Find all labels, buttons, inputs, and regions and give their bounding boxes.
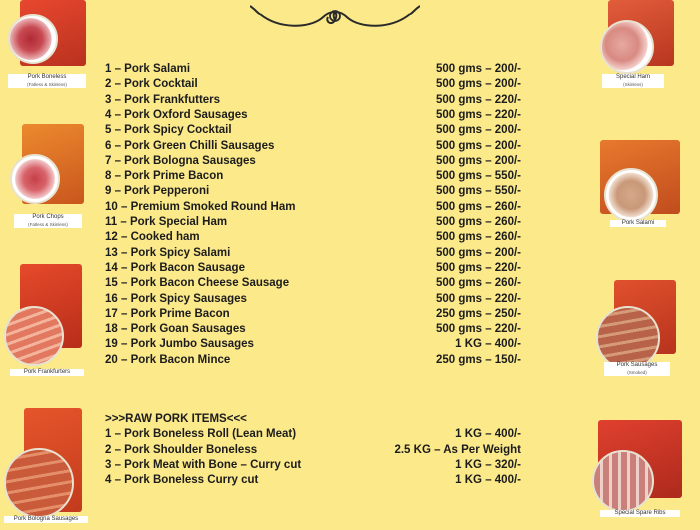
sausages-image (596, 306, 660, 370)
pork-meat-image (8, 14, 58, 64)
item-price: 1 KG – 400/- (455, 474, 521, 487)
item-name: 8 – Pork Prime Bacon (105, 170, 224, 183)
ornament-flourish-icon (250, 0, 420, 32)
item-name: 16 – Pork Spicy Sausages (105, 292, 247, 305)
caption-spare-ribs: Special Spare Ribs (600, 510, 680, 517)
salami-image (604, 168, 658, 222)
list-item (105, 428, 521, 443)
raw-pork-list (105, 413, 521, 493)
item-name: 9 – Pork Pepperoni (105, 185, 210, 198)
list-item (105, 216, 521, 231)
product-card-pork-salami (596, 140, 688, 236)
item-name: 1 – Pork Salami (105, 63, 191, 75)
list-item (105, 124, 521, 139)
item-price: 500 gms – 220/- (435, 93, 521, 106)
list-item (105, 277, 521, 292)
list-item (105, 109, 521, 124)
caption-special-ham: Special Ham (Skinless) (602, 74, 664, 88)
list-item (105, 155, 521, 170)
list-item (105, 354, 521, 369)
spare-ribs-image (592, 450, 654, 512)
item-price: 500 gms – 200/- (435, 246, 521, 259)
item-name: 19 – Pork Jumbo Sausages (105, 338, 254, 351)
item-price: 2.5 KG – As Per Weight (394, 443, 521, 456)
item-price: 500 gms – 200/- (435, 154, 521, 167)
bologna-sausages-image (4, 448, 74, 518)
item-price: 500 gms – 200/- (435, 124, 521, 137)
item-price: 500 gms – 260/- (435, 231, 521, 244)
list-item (105, 140, 521, 155)
list-item (105, 338, 521, 353)
item-name: 13 – Pork Spicy Salami (105, 246, 231, 259)
caption-pork-chops: Pork Chops (Fatless & Skinless) (14, 214, 82, 228)
list-item (105, 94, 521, 109)
product-card-pork-chops (8, 124, 88, 236)
product-card-pork-bologna (4, 408, 94, 530)
item-name: 3 – Pork Frankfutters (105, 93, 221, 106)
item-name: 1 – Pork Boneless Roll (Lean Meat) (105, 428, 297, 441)
list-item (105, 308, 521, 323)
list-item (105, 459, 521, 474)
item-price: 500 gms – 550/- (435, 185, 521, 198)
caption-pork-salami: Pork Salami (610, 220, 666, 227)
item-name: 2 – Pork Cocktail (105, 78, 198, 91)
item-price: 500 gms – 550/- (435, 170, 521, 183)
item-name: 5 – Pork Spicy Cocktail (105, 124, 232, 137)
item-name: 10 – Premium Smoked Round Ham (105, 200, 296, 213)
list-item (105, 262, 521, 277)
item-name: 4 – Pork Boneless Curry cut (105, 474, 259, 487)
list-item (105, 63, 521, 78)
frankfurters-image (4, 306, 64, 366)
item-price: 500 gms – 260/- (435, 216, 521, 228)
item-name: 4 – Pork Oxford Sausages (105, 108, 248, 121)
item-price: 500 gms – 220/- (435, 292, 521, 305)
item-name: 18 – Pork Goan Sausages (105, 323, 246, 336)
pork-chops-image (10, 154, 60, 204)
section-heading (105, 413, 521, 428)
item-name: 17 – Pork Prime Bacon (105, 307, 230, 320)
product-price-list (105, 63, 521, 373)
list-item (105, 201, 521, 216)
item-price: 500 gms – 220/- (435, 323, 521, 336)
list-item (105, 293, 521, 308)
list-item (105, 78, 521, 93)
item-price: 1 KG – 400/- (455, 428, 521, 441)
caption-pork-sausages: Pork Sausages (Smoked) (604, 362, 670, 376)
list-item (105, 323, 521, 338)
product-card-pork-boneless (8, 0, 88, 96)
item-price: 500 gms – 200/- (435, 63, 521, 75)
item-name: 2 – Pork Shoulder Boneless (105, 443, 258, 456)
item-name: 3 – Pork Meat with Bone – Curry cut (105, 458, 302, 471)
list-item (105, 170, 521, 185)
caption-pork-boneless: Pork Boneless (Fatless & Skinless) (8, 74, 86, 88)
item-price: 500 gms – 200/- (435, 139, 521, 152)
item-price: 500 gms – 260/- (435, 200, 521, 213)
item-name: 12 – Cooked ham (105, 231, 200, 244)
item-price: 250 gms – 250/- (435, 307, 521, 320)
special-ham-image (600, 20, 654, 74)
item-price: 500 gms – 220/- (435, 261, 521, 274)
list-item (105, 247, 521, 262)
caption-pork-frankfurters: Pork Frankfurters (10, 369, 84, 376)
item-price: 500 gms – 200/- (435, 78, 521, 91)
product-card-spare-ribs (592, 420, 692, 528)
product-card-special-ham (598, 0, 688, 96)
product-card-pork-sausages (596, 280, 690, 380)
item-price: 1 KG – 400/- (455, 338, 521, 351)
caption-pork-bologna: Pork Bologna Sausages (4, 516, 88, 523)
list-item (105, 185, 521, 200)
list-item (105, 444, 521, 459)
item-price: 500 gms – 220/- (435, 108, 521, 121)
item-name: 7 – Pork Bologna Sausages (105, 154, 256, 167)
item-name: 11 – Pork Special Ham (105, 216, 228, 228)
product-card-pork-frankfurters (4, 264, 88, 382)
item-price: 500 gms – 260/- (435, 277, 521, 290)
item-name: 15 – Pork Bacon Cheese Sausage (105, 277, 290, 290)
item-name: 20 – Pork Bacon Mince (105, 353, 231, 366)
item-price: 250 gms – 150/- (435, 353, 521, 366)
item-name: 14 – Pork Bacon Sausage (105, 261, 245, 274)
list-item (105, 231, 521, 246)
item-price: 1 KG – 320/- (455, 458, 521, 471)
raw-heading: >>>RAW PORK ITEMS<<< (105, 413, 247, 425)
list-item (105, 474, 521, 489)
item-name: 6 – Pork Green Chilli Sausages (105, 139, 275, 152)
